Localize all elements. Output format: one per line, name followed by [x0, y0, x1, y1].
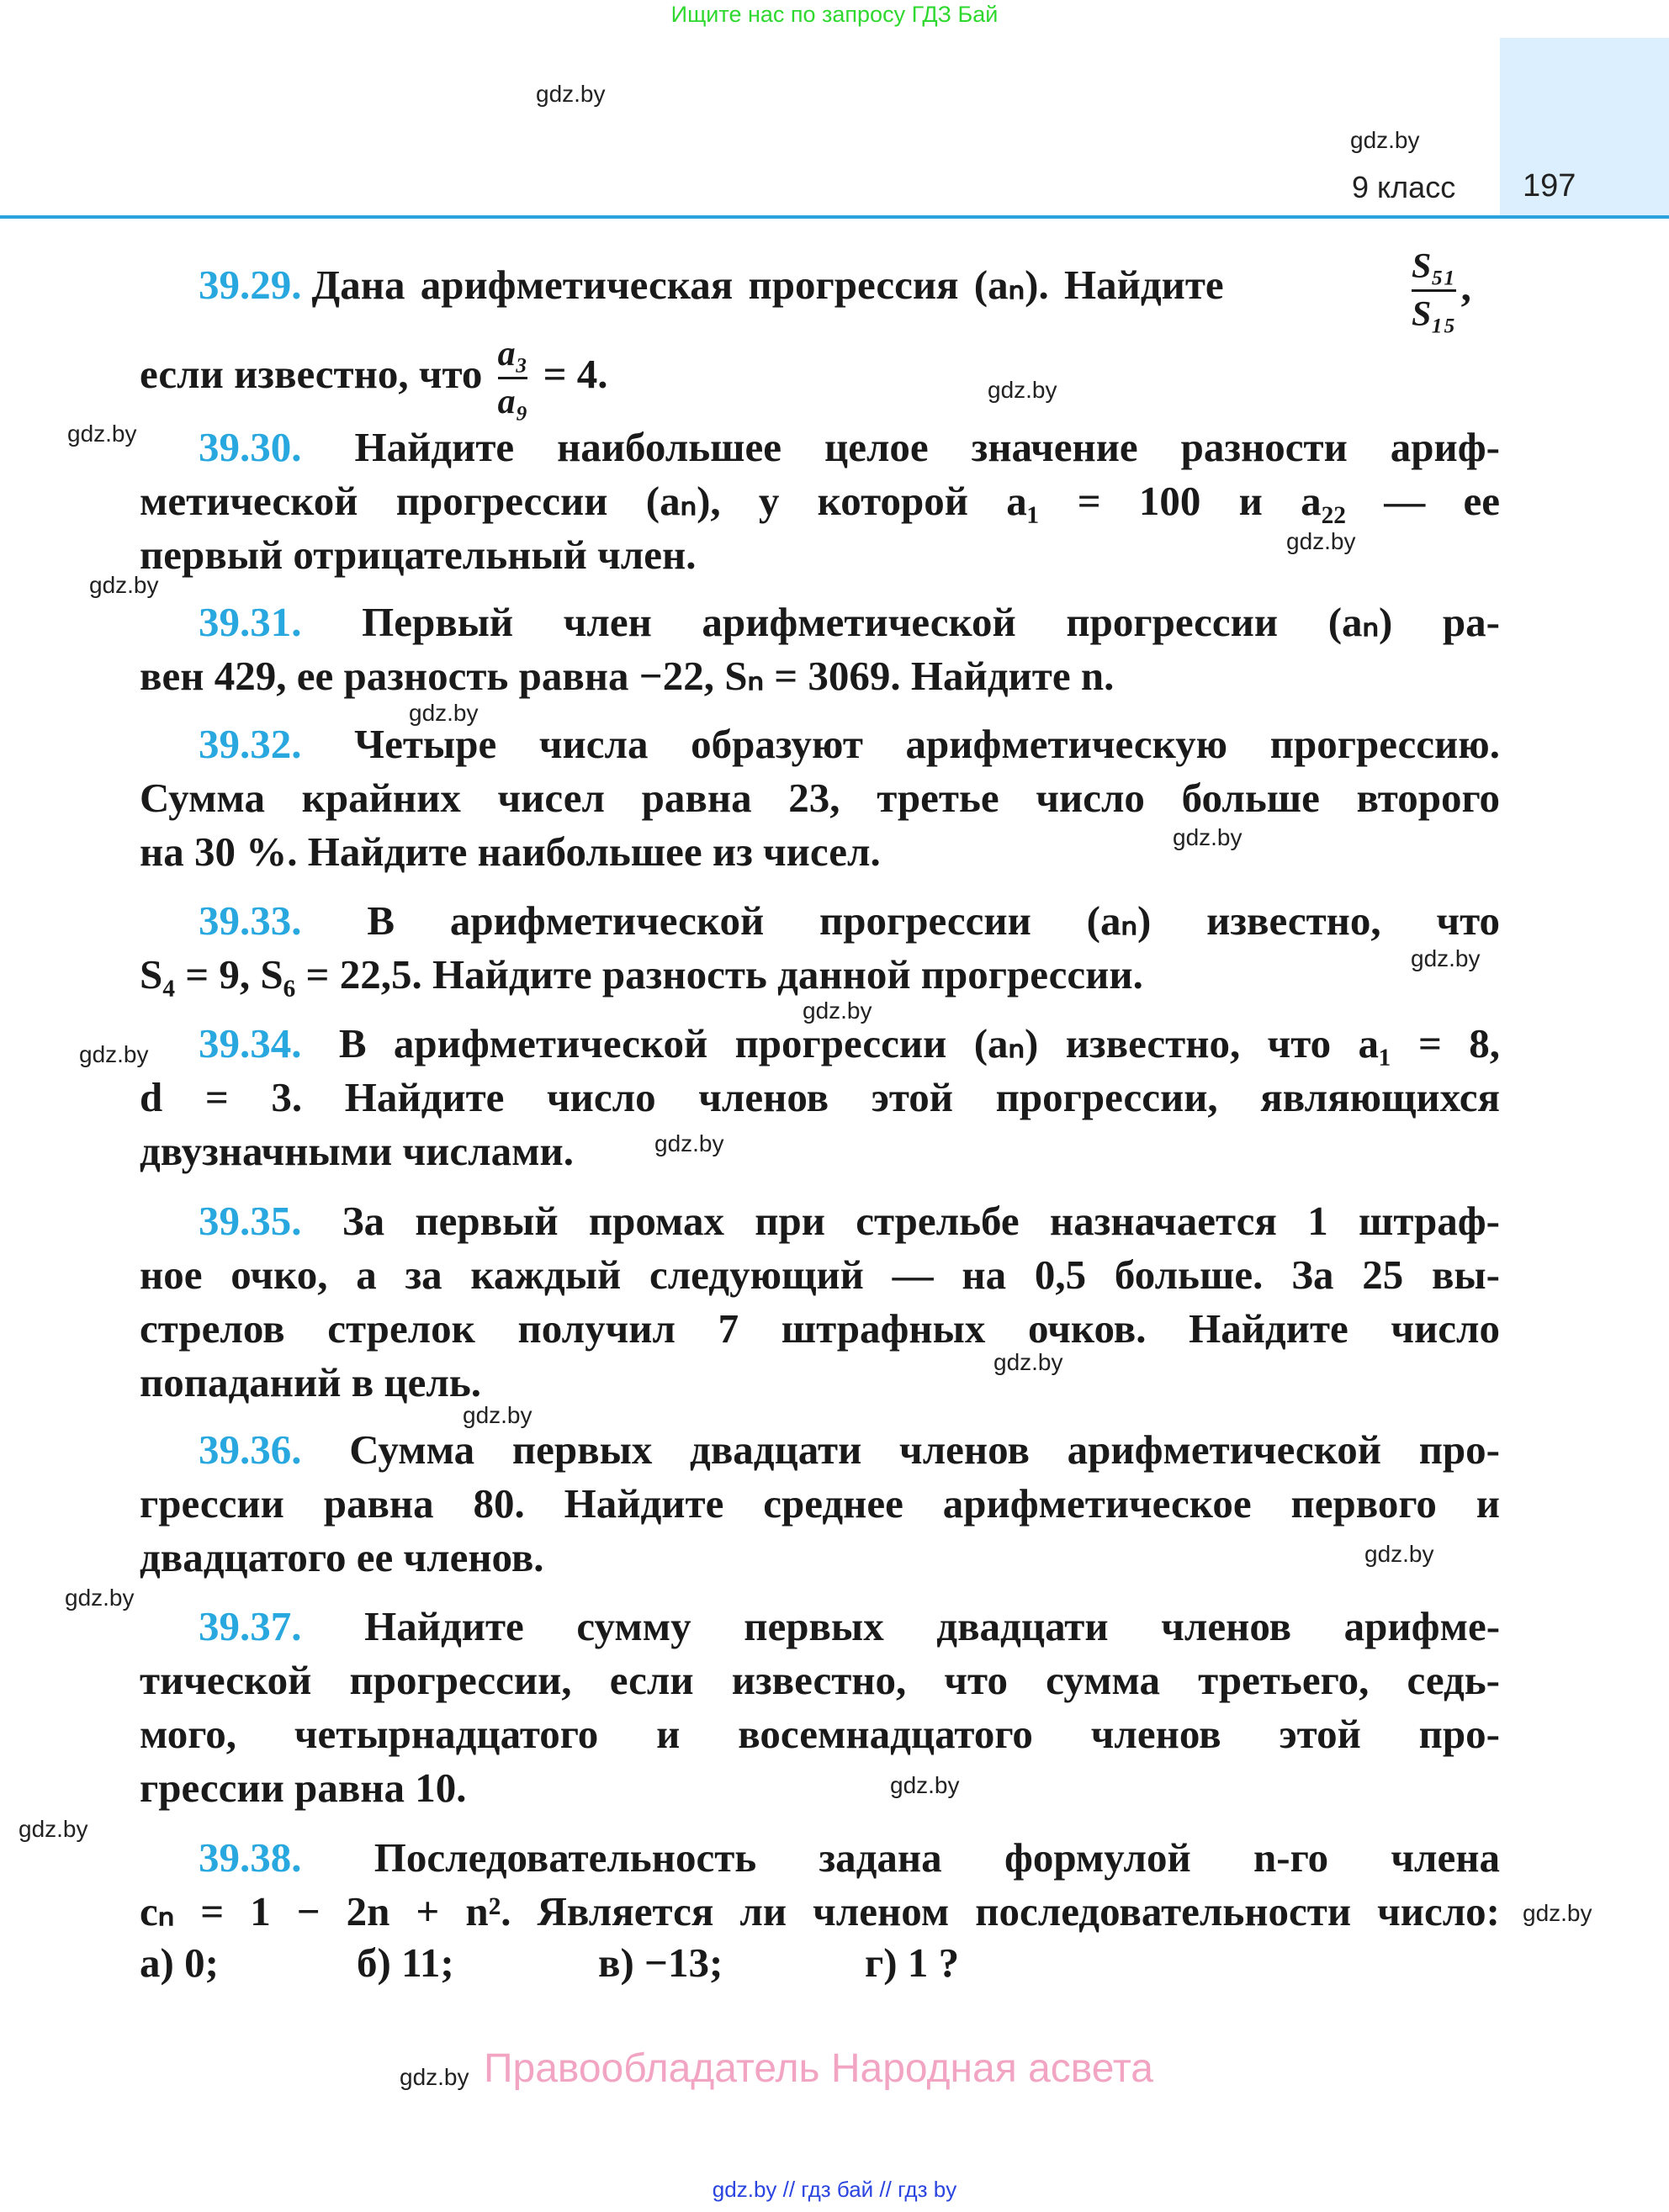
fraction-numerator: a₃ — [497, 335, 528, 373]
problem-line — [140, 1423, 1500, 1477]
problem-39-30 — [140, 421, 1500, 582]
problem-text: Четыре числа образуют арифметическую прогрессию. — [354, 721, 1500, 767]
problem-text: Последовательность задана формулой n-го члена — [374, 1834, 1501, 1881]
gdz-watermark: gdz.by — [654, 1130, 724, 1156]
gdz-watermark: gdz.by — [993, 1349, 1063, 1375]
problem-text: двадцатого ее членов. — [140, 1534, 544, 1580]
problem-line — [140, 1477, 1500, 1531]
gdz-watermark: gdz.by — [988, 377, 1057, 403]
grade-label: 9 класс — [1352, 170, 1456, 204]
problem-number: 39.37. — [199, 1603, 302, 1649]
gdz-watermark: gdz.by — [19, 1816, 88, 1842]
problem-line — [140, 1600, 1500, 1654]
gdz-watermark: gdz.by — [89, 572, 159, 598]
problem-number: 39.32. — [199, 721, 302, 767]
problem-line — [140, 771, 1500, 825]
problem-text: cₙ = 1 − 2n + n². Является ли членом последовательности число: — [140, 1888, 1500, 1934]
problem-text: мого, четырнадцатого и восемнадцатого членов этой про- — [140, 1711, 1500, 1757]
problem-text: попаданий в цель. — [140, 1359, 482, 1405]
problem-text: S₄ = 9, S₆ = 22,5. Найдите разность данной прогрессии. — [140, 951, 1143, 998]
problem-text: двузначными числами. — [140, 1128, 574, 1174]
fraction-numerator: S₅₁ — [1412, 247, 1456, 286]
problem-39-33 — [140, 894, 1500, 1002]
problem-text: Сумма крайних чисел равна 23, третье число больше второго — [140, 775, 1500, 821]
option-c: в) −13; — [598, 1939, 723, 1986]
problem-text: грессии равна 80. Найдите среднее арифметическое первого и — [140, 1480, 1500, 1527]
problem-line — [140, 825, 1500, 879]
problem-line — [140, 717, 1500, 771]
option-a: а) 0; — [140, 1939, 219, 1986]
problem-39-36 — [140, 1423, 1500, 1585]
problem-text: В арифметической прогрессии (aₙ) известно, что a₁ = 8, — [338, 1020, 1501, 1066]
page-number: 197 — [1523, 168, 1576, 204]
problem-line — [140, 1885, 1500, 1939]
problem-number: 39.34. — [199, 1020, 302, 1066]
option-d: г) 1 ? — [865, 1939, 960, 1986]
problem-39-34 — [140, 1017, 1500, 1178]
problem-line — [140, 1248, 1500, 1302]
problem-line — [140, 474, 1500, 528]
gdz-watermark: gdz.by — [409, 700, 479, 726]
problem-text: вен 429, ее разность равна −22, Sₙ = 3069. Найдите n. — [140, 653, 1115, 699]
gdz-watermark: gdz.by — [536, 81, 606, 107]
problem-line — [140, 1125, 1500, 1178]
problem-number: 39.30. — [199, 424, 302, 470]
fraction-s51-s15 — [1407, 249, 1471, 332]
problem-text: Первый член арифметической прогрессии (aₙ) ра- — [362, 599, 1500, 645]
gdz-watermark: gdz.by — [463, 1402, 532, 1428]
problem-number: 39.29. — [199, 262, 302, 308]
problem-text: Сумма первых двадцати членов арифметической про- — [349, 1426, 1501, 1473]
problem-text: Дана арифметическая прогрессия (aₙ). Найдите — [311, 262, 1224, 308]
gdz-watermark: gdz.by — [890, 1772, 960, 1798]
problem-39-35 — [140, 1194, 1500, 1410]
problem-line — [140, 894, 1500, 948]
problem-text: на 30 %. Найдите наибольшее из чисел. — [140, 828, 881, 875]
problem-text: метической прогрессии (aₙ), у которой a₁ = 100 и a₂₂ — ее — [140, 478, 1500, 524]
problem-line — [140, 948, 1500, 1002]
problem-line — [140, 1707, 1500, 1761]
problem-39-38 — [140, 1831, 1500, 1939]
problem-text: ное очко, а за каждый следующий — на 0,5 больше. За 25 вы- — [140, 1252, 1500, 1298]
gdz-watermark: gdz.by — [1523, 1900, 1592, 1926]
problem-text: В арифметической прогрессии (aₙ) известно, что — [367, 897, 1501, 944]
problem-number: 39.33. — [199, 897, 302, 944]
gdz-watermark: gdz.by — [1350, 127, 1420, 153]
problem-text: если известно, что — [140, 350, 483, 397]
gdz-watermark: gdz.by — [803, 998, 872, 1024]
problem-text: тической прогрессии, если известно, что сумма третьего, седь- — [140, 1657, 1500, 1703]
problem-line — [140, 1531, 1500, 1585]
comma: , — [1460, 262, 1471, 310]
problem-line — [140, 649, 1500, 703]
gdz-watermark: gdz.by — [65, 1585, 135, 1611]
search-hint: Ищите нас по запросу ГДЗ Бай — [670, 2, 999, 27]
problem-39-32 — [140, 717, 1500, 879]
problem-line — [140, 1831, 1500, 1885]
problem-line — [140, 1761, 1500, 1815]
gdz-watermark: gdz.by — [1286, 528, 1356, 554]
fraction-denominator: S₁₅ — [1412, 295, 1456, 334]
problem-line — [140, 1194, 1500, 1248]
problem-line — [140, 1654, 1500, 1707]
problem-text: = 4. — [543, 350, 608, 397]
problem-text: За первый промах при стрельбе назначается 1 штраф- — [342, 1198, 1500, 1244]
problem-number: 39.31. — [199, 599, 302, 645]
problem-number: 39.38. — [199, 1834, 302, 1881]
problem-number: 39.36. — [199, 1426, 302, 1473]
problem-line — [140, 1302, 1500, 1356]
problem-39-31 — [140, 595, 1500, 703]
copyright-notice: Правообладатель Народная асвета — [484, 2046, 1153, 2091]
problem-line — [140, 595, 1500, 649]
fraction-denominator: a₉ — [497, 383, 528, 421]
gdz-watermark: gdz.by — [79, 1041, 149, 1067]
problem-text: d = 3. Найдите число членов этой прогрессии, являющихся — [140, 1074, 1500, 1120]
problem-text: первый отрицательный член. — [140, 532, 697, 578]
option-b: б) 11; — [357, 1939, 454, 1986]
footer-links[interactable]: gdz.by // гдз бай // гдз by — [712, 2177, 957, 2202]
problem-text: грессии равна 10. — [140, 1765, 467, 1811]
problem-line — [140, 1071, 1500, 1125]
gdz-watermark: gdz.by — [400, 2064, 469, 2090]
problem-39-29-line-2 — [140, 336, 608, 420]
gdz-watermark: gdz.by — [67, 421, 137, 447]
problem-text: Найдите сумму первых двадцати членов арифме- — [364, 1603, 1501, 1649]
header-rule — [0, 215, 1669, 219]
problem-39-29-line-1 — [199, 261, 1224, 309]
gdz-watermark: gdz.by — [1411, 945, 1481, 971]
problem-line — [140, 1017, 1500, 1071]
problem-39-37 — [140, 1600, 1500, 1815]
gdz-watermark: gdz.by — [1364, 1541, 1434, 1567]
problem-line — [140, 421, 1500, 474]
problem-line — [140, 1356, 1500, 1410]
problem-text: стрелов стрелок получил 7 штрафных очков. Найдите число — [140, 1305, 1500, 1352]
gdz-watermark: gdz.by — [1173, 824, 1242, 850]
problem-text: Найдите наибольшее целое значение разности ариф- — [354, 424, 1500, 470]
problem-number: 39.35. — [199, 1198, 302, 1244]
